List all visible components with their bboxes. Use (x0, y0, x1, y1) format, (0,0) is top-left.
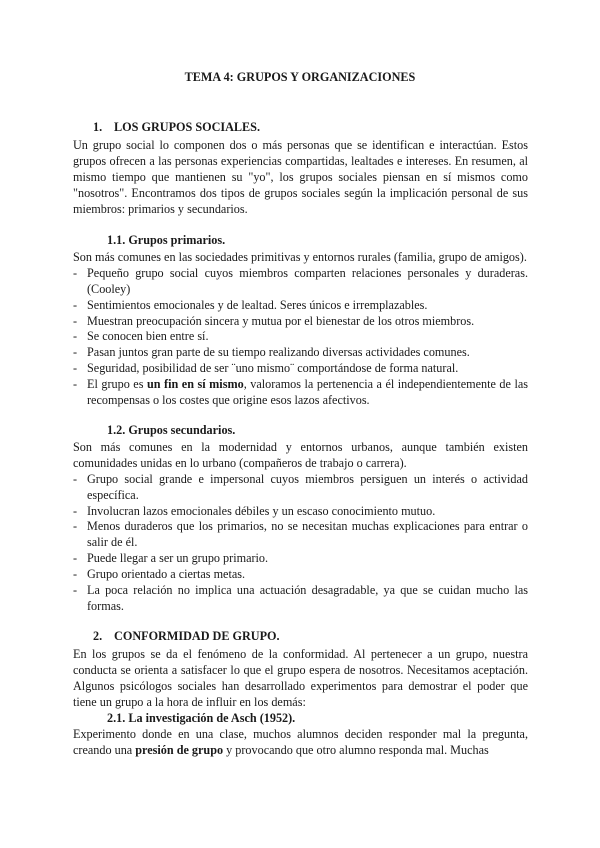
subsection-heading: 2.1. La investigación de Asch (1952). (107, 710, 296, 725)
section-number: 2. (93, 629, 103, 643)
bullet-list (73, 266, 528, 409)
emphasis-text: presión de grupo (135, 743, 224, 758)
list-item: - Grupo social grande e impersonal cuyos miembros persiguen un interés o actividad específica. (73, 471, 528, 502)
section-conformidad (73, 629, 528, 759)
subsection-heading: 1.2. Grupos secundarios. (107, 423, 236, 437)
bullet-list (73, 472, 528, 615)
section-heading (73, 629, 528, 645)
paragraph: En los grupos se da el fenómeno de la conformidad. Al pertenecer a un grupo, nuestra conducta se orienta a satisfacer lo que el grupo espera de nosotros. Necesitamos aceptación. Algunos psicólogos sociales han desarrollado experimentos para demostrar el poder que tiene un grupo a la hora de influir en los demás: (73, 646, 528, 709)
section-grupos-sociales (73, 120, 528, 217)
list-item: - Pasan juntos gran parte de su tiempo realizando diversas actividades comunes. (73, 345, 470, 360)
subsection-heading: 1.1. Grupos primarios. (107, 233, 226, 247)
list-item: - El grupo es un fin en sí mismo, valoramos la pertenencia a él independientemente de las recompensas o los costes que origine esos lazos afectivos. (73, 377, 528, 408)
section-heading (73, 120, 528, 136)
list-item: - Puede llegar a ser un grupo primario. (73, 551, 269, 566)
list-item: - Pequeño grupo social cuyos miembros comparten relaciones personales y duraderas. (Cooley) (73, 265, 528, 296)
paragraph: Son más comunes en la modernidad y entornos urbanos, aunque también existen comunidades unidas en lo urbano (compañeros de trabajo o carrera). (73, 439, 528, 470)
section-title: LOS GRUPOS SOCIALES. (114, 120, 260, 134)
section-title: CONFORMIDAD DE GRUPO. (114, 629, 280, 643)
list-item: - Se conocen bien entre sí. (73, 329, 209, 344)
document-title: TEMA 4: GRUPOS Y ORGANIZACIONES (184, 70, 416, 84)
list-item: - Muestran preocupación sincera y mutua por el bienestar de los otros miembros. (73, 313, 475, 328)
section-grupos-primarios (73, 233, 528, 409)
section-grupos-secundarios (73, 423, 528, 615)
list-item: - Sentimientos emocionales y de lealtad. Seres únicos e irremplazables. (73, 297, 428, 312)
list-item: - Seguridad, posibilidad de ser ¨uno mismo¨ comportándose de forma natural. (73, 361, 459, 376)
emphasis-text: un fin en sí mismo (146, 377, 244, 392)
list-item: - Menos duraderos que los primarios, no se necesitan muchas explicaciones para entrar o salir de él. (73, 519, 528, 550)
list-item: - Involucran lazos emocionales débiles y un escaso conocimiento mutuo. (73, 503, 436, 518)
paragraph: Experimento donde en una clase, muchos alumnos deciden responder mal la pregunta, creando una presión de grupo y provocando que otro alumno responda mal. Muchas (73, 727, 528, 758)
section-number: 1. (93, 120, 103, 134)
list-item: - Grupo orientado a ciertas metas. (73, 567, 246, 582)
paragraph: Un grupo social lo componen dos o más personas que se identifican e interactúan. Estos grupos ofrecen a las personas experiencias compartidas, lealtades e intereses. En resumen, al mismo tiempo que mantienen su "yo", los grupos sociales piensan en sí mismos como "nosotros". Encontramos dos tipos de grupos sociales según la implicación personal de sus miembros: primarios y secundarios. (73, 137, 528, 216)
list-item: - La poca relación no implica una actuación desagradable, ya que se cuidan mucho las formas. (73, 583, 528, 613)
paragraph: Son más comunes en las sociedades primitivas y entornos rurales (familia, grupo de amigos). (73, 249, 527, 264)
